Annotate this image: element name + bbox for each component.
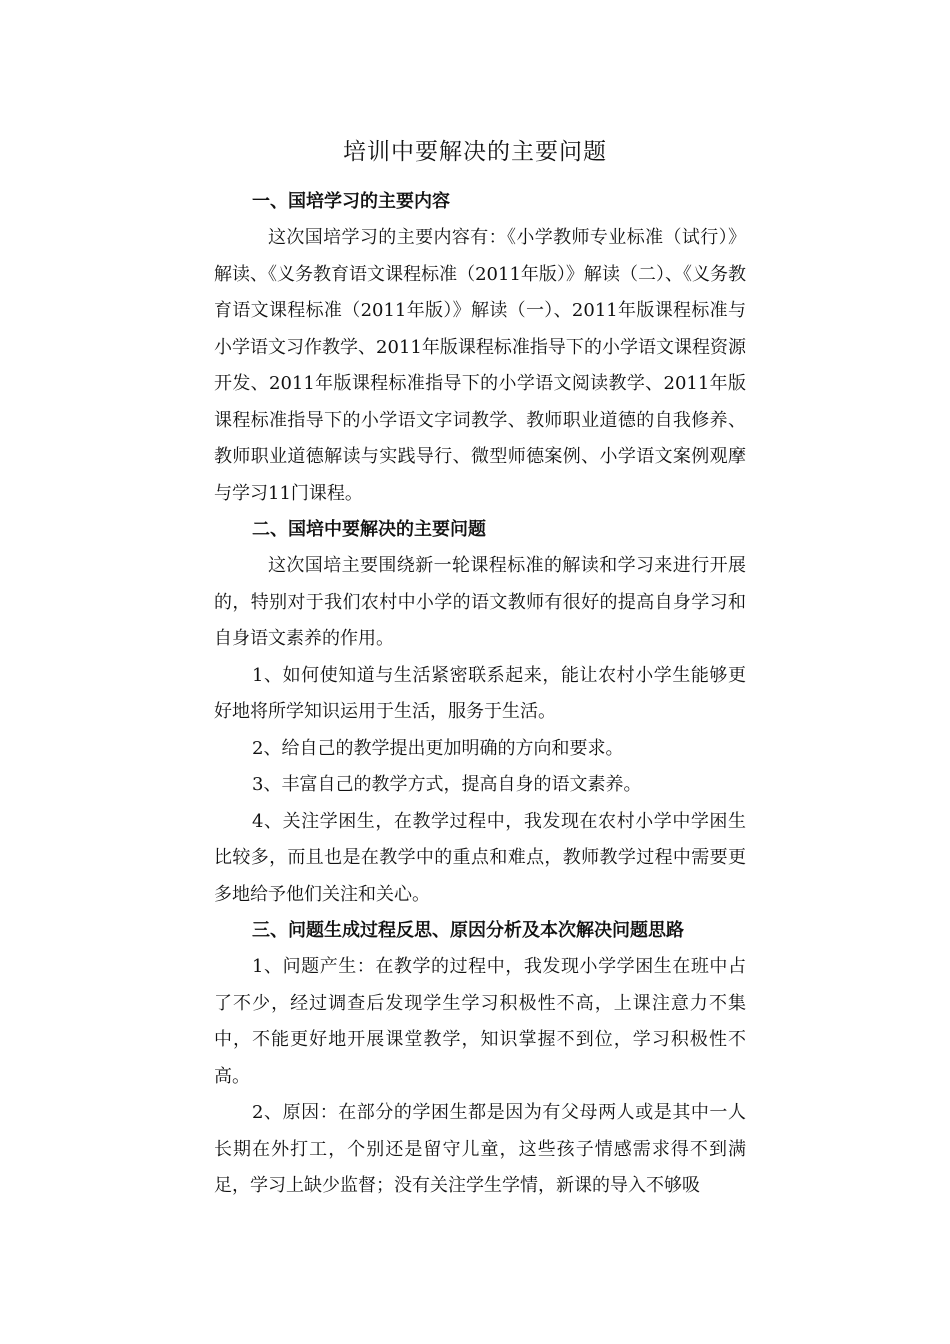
section-heading-2: 二、国培中要解决的主要问题 bbox=[252, 519, 486, 540]
section-1-paragraph-1: 这次国培学习的主要内容有：《小学教师专业标准（试行）》解读、《义务教育语文课程标准（2011年版）》解读（二）、《义务教育语文课程标准（2011年版）》解读（一）、2011年版课程标准与小学语文习作教学、2011年版课程标准指导下的小学语文课程资源开发、2011年版课程标准指导下的小学语文阅读教学、2011年版课程标准指导下的小学语文字词教学、教师职业道德的自我修养、教师职业道德解读与实践导行、微型师德案例、小学语文案例观摩与学习11门课程。 bbox=[214, 227, 746, 504]
section-2-item-2: 2、给自己的教学提出更加明确的方向和要求。 bbox=[252, 737, 624, 759]
section-3-item-2: 2、原因：在部分的学困生都是因为有父母两人或是其中一人长期在外打工，个别还是留守儿童，这些孩子情感需求得不到满足，学习上缺少监督；没有关注学生学情，新课的导入不够吸 bbox=[214, 1102, 746, 1196]
section-2-item-3: 3、丰富自己的教学方式，提高自身的语文素养。 bbox=[252, 774, 642, 795]
section-heading-1: 一、国培学习的主要内容 bbox=[252, 191, 450, 212]
document-body bbox=[214, 184, 746, 1205]
section-2-item-1: 1、如何使知道与生活紧密联系起来，能让农村小学生能够更好地将所学知识运用于生活，服务于生活。 bbox=[214, 664, 746, 722]
section-2-paragraph-1: 这次国培主要围绕新一轮课程标准的解读和学习来进行开展的，特别对于我们农村中小学的语文教师有很好的提高自身学习和自身语文素养的作用。 bbox=[214, 555, 746, 649]
section-heading-3: 三、问题生成过程反思、原因分析及本次解决问题思路 bbox=[252, 920, 684, 941]
document-title: 培训中要解决的主要问题 bbox=[343, 139, 607, 165]
section-2-item-4: 4、关注学困生，在教学过程中，我发现在农村小学中学困生比较多，而且也是在教学中的重点和难点，教师教学过程中需要更多地给予他们关注和关心。 bbox=[214, 810, 746, 905]
section-3-item-1: 1、问题产生：在教学的过程中，我发现小学学困生在班中占了不少，经过调查后发现学生学习积极性不高，上课注意力不集中，不能更好地开展课堂教学，知识掌握不到位，学习积极性不高。 bbox=[214, 956, 746, 1087]
